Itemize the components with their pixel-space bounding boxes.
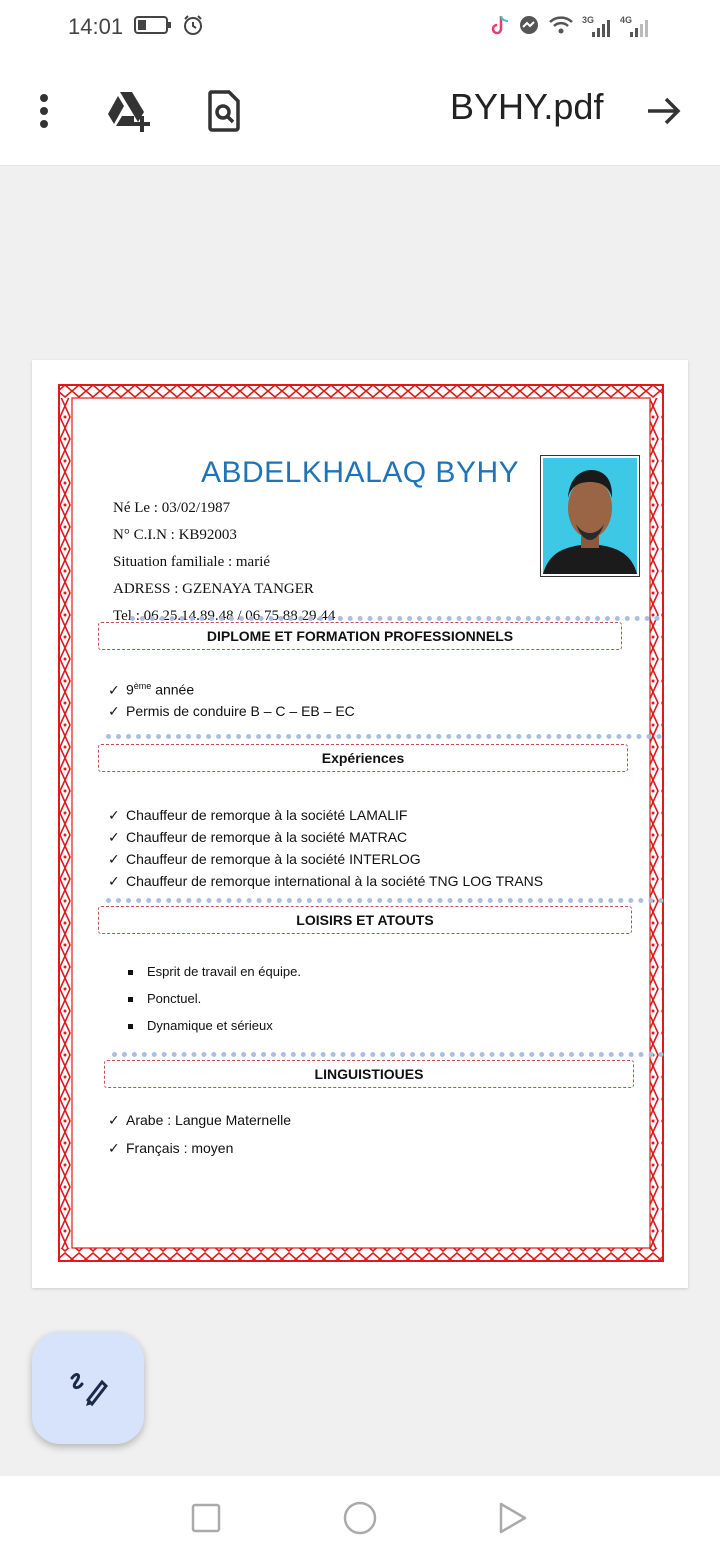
4g-signal-icon: 4G bbox=[620, 17, 650, 39]
cv-name: ABDELKHALAQ BYHY bbox=[201, 456, 520, 489]
recents-square-icon[interactable] bbox=[188, 1500, 224, 1536]
pdf-page bbox=[32, 360, 688, 1288]
profile-photo bbox=[540, 455, 640, 577]
language-item: ✓ Arabe : Langue Maternelle bbox=[108, 1112, 291, 1128]
drive-add-icon[interactable] bbox=[98, 81, 158, 141]
diplome-item: ✓ Permis de conduire B – C – EB – EC bbox=[108, 703, 355, 719]
alarm-icon bbox=[182, 14, 204, 41]
edit-fab-button[interactable] bbox=[32, 1332, 144, 1444]
pdf-toolbar bbox=[0, 56, 720, 166]
wifi-icon bbox=[548, 14, 574, 41]
tiktok-icon bbox=[490, 14, 510, 41]
section-linguistiques-title: LINGUISTIOUES bbox=[104, 1060, 634, 1088]
battery-icon bbox=[134, 15, 172, 40]
loisir-item: Esprit de travail en équipe. bbox=[128, 964, 301, 979]
person-photo-icon bbox=[543, 458, 637, 574]
3g-signal-icon: 3G bbox=[582, 17, 612, 39]
info-phone: Tel : 06.25.14.89.48 / 06.75.88.29.44 bbox=[113, 608, 336, 624]
info-family: Situation familiale : marié bbox=[113, 554, 271, 570]
edit-pen-icon bbox=[68, 1368, 108, 1408]
info-birthdate: Né Le : 03/02/1987 bbox=[113, 500, 231, 516]
home-circle-icon[interactable] bbox=[342, 1500, 378, 1536]
info-cin: N° C.I.N : KB92003 bbox=[113, 527, 237, 543]
loisir-item: Ponctuel. bbox=[128, 991, 201, 1006]
find-in-page-icon[interactable] bbox=[194, 81, 254, 141]
document-title: BYHY.pdf bbox=[450, 86, 604, 127]
status-bar bbox=[0, 0, 720, 56]
experience-item: ✓ Chauffeur de remorque à la société LAMALIF bbox=[108, 807, 408, 823]
language-item: ✓ Français : moyen bbox=[108, 1140, 234, 1156]
experience-item: ✓ Chauffeur de remorque international à la société TNG LOG TRANS bbox=[108, 873, 544, 889]
more-vert-icon[interactable] bbox=[14, 81, 74, 141]
section-loisirs-title: LOISIRS ET ATOUTS bbox=[98, 906, 632, 934]
arrow-forward-icon[interactable] bbox=[634, 81, 694, 141]
system-nav-bar bbox=[0, 1476, 720, 1560]
section-scribble bbox=[106, 734, 662, 742]
experience-item: ✓ Chauffeur de remorque à la société INTERLOG bbox=[108, 851, 421, 867]
section-diplome-title: DIPLOME ET FORMATION PROFESSIONNELS bbox=[98, 622, 622, 650]
status-time: 14:01 bbox=[68, 14, 124, 39]
cv-frame bbox=[58, 384, 664, 1262]
section-scribble bbox=[112, 1052, 664, 1060]
info-address: ADRESS : GZENAYA TANGER bbox=[113, 581, 314, 597]
experience-item: ✓ Chauffeur de remorque à la société MATRAC bbox=[108, 829, 408, 845]
messenger-icon bbox=[518, 14, 540, 41]
loisir-item: Dynamique et sérieux bbox=[128, 1018, 273, 1033]
diplome-item: ✓ 9ème année bbox=[108, 681, 195, 698]
back-triangle-icon[interactable] bbox=[494, 1500, 530, 1536]
section-experiences-title: Expériences bbox=[98, 744, 628, 772]
section-scribble bbox=[106, 898, 664, 906]
